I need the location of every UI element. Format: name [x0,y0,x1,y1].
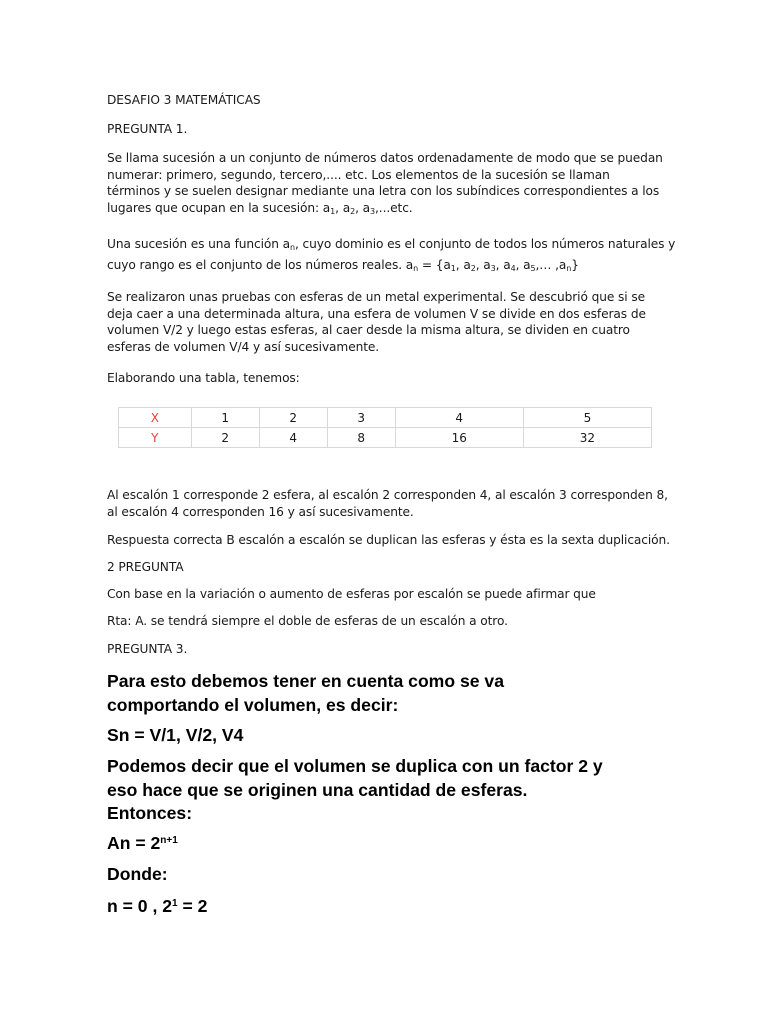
paragraph-line: numerar: primero, segundo, tercero,.... etc. Los elementos de la sucesión se llaman [107,167,610,182]
paragraph-line: deja caer a una determinada altura, una esfera de volumen V se divide en dos esferas de [107,306,646,321]
question-1-heading: PREGUNTA 1. [107,122,188,136]
question-3-heading: PREGUNTA 3. [107,642,188,656]
question-3-line: eso hace que se originen una cantidad de esferas. [107,780,528,800]
paragraph-steps [107,487,668,520]
table-row [119,428,652,448]
table-cell: 2 [191,428,259,448]
sequence-formula: Sn = V/1, V/2, V4 [107,725,244,745]
paragraph-line: Una sucesión es una función $a_n$, cuyo dominio es el conjunto de todos los números naturales y [107,237,676,252]
paragraph-line: Se realizaron unas pruebas con esferas de un metal experimental. Se descubrió que si se [107,290,645,304]
question-3-line: Entonces: [107,803,193,823]
paragraph-line: cuyo rango es el conjunto de los números reales. $a_n = \{a_1$, $a_2$, $a_3$, $a_4$, $a_5,\dots$ $,a_n$} [107,257,579,273]
table-cell: 1 [191,408,259,428]
document-title: DESAFIO 3 MATEMÁTICAS [107,93,261,107]
paragraph-line: volumen V/2 y luego estas esferas, al caer desde la misma altura, se dividen en cuatro [107,323,630,337]
paragraph-function [107,236,675,277]
paragraph-line: al escalón 4 corresponden 16 y así sucesivamente. [107,504,414,519]
question-2-heading: 2 PREGUNTA [107,560,184,574]
general-term-formula: $An = 2^{n+1}$ [107,833,178,853]
question-2-text: Con base en la variación o aumento de esferas por escalón se puede afirmar que [107,587,596,601]
question-3-line: Podemos decir que el volumen se duplica con un factor 2 y [107,756,603,776]
table-header-y: Y [119,428,192,448]
paragraph-line: Se llama sucesión a un conjunto de números datos ordenadamente de modo que se puedan [107,151,663,165]
table-cell: 2 [259,408,327,428]
table-cell: 4 [395,408,523,428]
question-3-line: comportando el volumen, es decir: [107,695,399,715]
paragraph-line: lugares que ocupan en la sucesión: $a_1$, $a_2$, $a_3,...etc$. [107,200,413,216]
table-intro: Elaborando una tabla, tenemos: [107,371,300,385]
table-cell: 5 [523,408,651,428]
table-row [119,408,652,428]
question-1-answer: Respuesta correcta B escalón a escalón se duplican las esferas y ésta es la sexta duplicación. [107,533,670,547]
table-cell: 3 [327,408,395,428]
paragraph-line: términos y se suelen designar mediante una letra con los subíndices correspondientes a los [107,184,660,198]
question-2-answer: Rta: A. se tendrá siempre el doble de esferas de un escalón a otro. [107,614,508,628]
table-cell: 32 [523,428,651,448]
question-3-line: Para esto debemos tener en cuenta como se va [107,671,504,691]
data-table [118,407,652,448]
example-formula: n = 0 , $2^1 = 2$ [107,896,208,916]
donde-label: Donde: [107,864,168,884]
table-cell: 16 [395,428,523,448]
paragraph-definition [107,150,663,220]
paragraph-line: Al escalón 1 corresponde 2 esfera, al escalón 2 corresponden 4, al escalón 3 corresponden 8, [107,488,668,502]
paragraph-line: esferas de volumen V/4 y así sucesivamente. [107,339,380,354]
table-cell: 4 [259,428,327,448]
table-header-x: X [119,408,192,428]
table-cell: 8 [327,428,395,448]
paragraph-experiment [107,289,646,355]
